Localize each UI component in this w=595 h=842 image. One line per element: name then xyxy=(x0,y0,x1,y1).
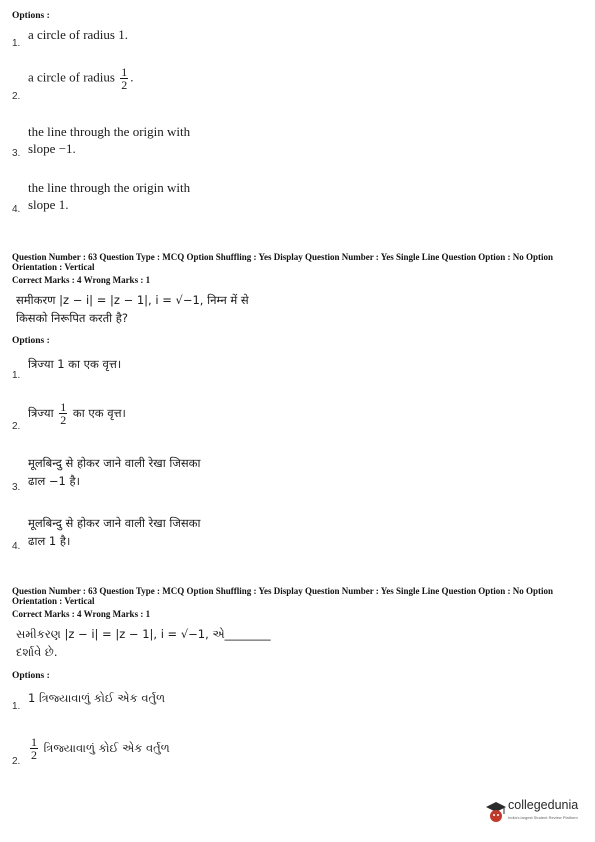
option-text: मूलबिन्दु से होकर जाने वाली रेखा जिसका ढाल −1 है। xyxy=(28,456,201,488)
option-number: 3. xyxy=(12,482,21,493)
collegedunia-logo xyxy=(486,796,586,830)
marks-line: Correct Marks : 4 Wrong Marks : 1 xyxy=(12,275,151,285)
option-number: 1. xyxy=(12,38,21,49)
option-text: त्रिज्या 1 का एक वृत्त। xyxy=(28,357,122,371)
fraction: $\frac{1}{2}$ xyxy=(60,400,67,427)
question-header: Question Number : 63 Question Type : MCQ Option Shuffling : Yes Display Question Number : Yes Single Line Question Option : No Option Orientation : Vertical xyxy=(12,252,553,272)
option-number: 2. xyxy=(12,91,21,102)
options-label: Options : xyxy=(12,11,50,21)
option-number: 4. xyxy=(12,541,21,552)
option-number: 1. xyxy=(12,370,21,381)
option-text: a circle of radius $\frac{1}{2}$ . xyxy=(28,65,134,92)
question-header: Question Number : 63 Question Type : MCQ Option Shuffling : Yes Display Question Number : Yes Single Line Question Option : No Option Orientation : Vertical xyxy=(12,586,553,606)
options-label: Options : xyxy=(12,671,50,681)
option-text: त्रिज्या $\frac{1}{2}$ का एक वृत्त। xyxy=(28,400,126,427)
option-number: 2. xyxy=(12,421,21,432)
option-number: 2. xyxy=(12,756,21,767)
logo-tagline: India's largest Student Review Platform xyxy=(508,815,578,820)
option-text: a circle of radius 1. xyxy=(28,27,128,42)
option-text: $\frac{1}{2}$ ત્રિજ્યાવાળું કોઈ એક વર્તુળ xyxy=(31,735,170,762)
logo-wordmark: collegedunia xyxy=(508,798,579,812)
fraction: $\frac{1}{2}$ xyxy=(121,65,128,92)
option-text: the line through the origin with slope −1. xyxy=(28,124,191,156)
options-label: Options : xyxy=(12,336,50,346)
option-text: मूलबिन्दु से होकर जाने वाली रेखा जिसका ढाल 1 है। xyxy=(28,516,201,548)
option-number: 3. xyxy=(12,148,21,159)
option-number: 1. xyxy=(12,701,21,712)
graduation-cap-icon xyxy=(486,800,506,824)
option-text: 1 ત્રિજ્યાવાળું કોઈ એક વર્તુળ xyxy=(28,691,166,705)
marks-line: Correct Marks : 4 Wrong Marks : 1 xyxy=(12,609,151,619)
option-number: 4. xyxy=(12,204,21,215)
question-stem: समीकरण |z − i| = |z − 1|, i = √−1, निम्न में से किसको निरूपित करती है? xyxy=(16,293,249,325)
option-text: the line through the origin with slope 1. xyxy=(28,180,191,212)
question-stem: સમીકરણ |z − i| = |z − 1|, i = √−1, એ________ દર્શાવે છે. xyxy=(16,627,271,659)
fraction: $\frac{1}{2}$ xyxy=(31,735,37,762)
